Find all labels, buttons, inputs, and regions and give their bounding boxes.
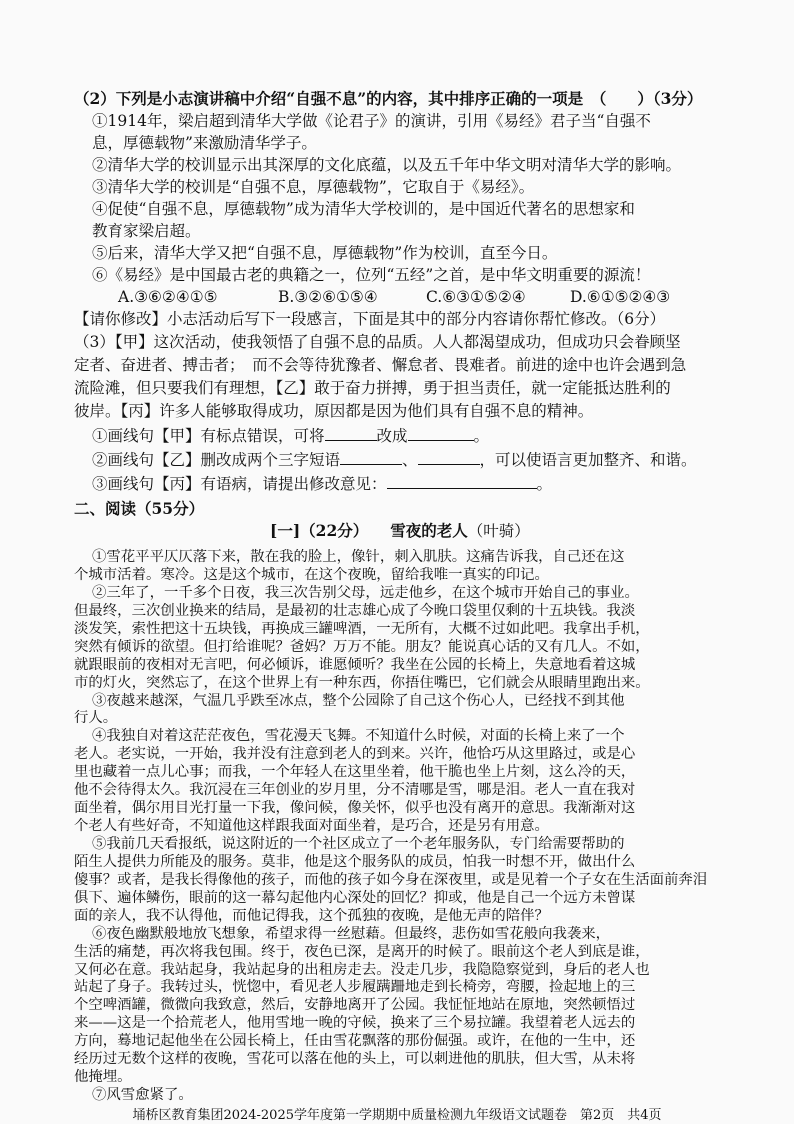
answer-blank-2b[interactable]	[418, 450, 480, 465]
story-line: ②三年了，一千多个日夜，我三次告别父母，远走他乡，在这个城市开始自己的事业。	[92, 584, 639, 601]
story-line: 陌生人提供力所能及的服务。莫非，他是这个服务队的成员，怕我一时想不开，做出什么	[74, 853, 636, 870]
story-line: 来——这是一个拾荒老人，他用雪地一晚的守候，换来了三个易拉罐。我望着老人远去的	[74, 1015, 636, 1032]
story-line: ⑤我前几天看报纸，说这附近的一个社区成立了一个老年服务队，专门给需要帮助的	[92, 835, 625, 852]
story-line: 站起了身子。我转过头，恍惚中，看见老人步履蹒跚地走到长椅旁，弯腰，捡起地上的三	[74, 979, 636, 996]
story-line: ③夜越来越深，气温几乎跌至冰点，整个公园除了自己这个伤心人，已经找不到其他	[92, 692, 625, 709]
story-line: 市的灯火，突然忘了，在这个世界上有一种东西，你捂住嘴巴，它们就会从眼睛里跑出来。	[74, 674, 650, 691]
q2-option-c: C.⑥③①⑤②④	[426, 288, 526, 306]
story-line: 个城市活着。寒冷。这是这个城市，在这个夜晚，留给我唯一真实的印记。	[74, 566, 549, 583]
answer-blank-1a[interactable]	[325, 426, 377, 441]
story-line: 个空啤酒罐，微微向我致意，然后，安静地离开了公园。我怔怔地站在原地，突然顿悟过	[74, 997, 636, 1014]
q2-stem: （2）下列是小志演讲稿中介绍“自强不息”的内容，其中排序正确的一项是 （ ）（3分）	[74, 89, 703, 108]
story-line: 经历过无数个这样的夜晚，雪花可以落在他的头上，可以刺进他的肌肤，但大雪，从未将	[74, 1051, 636, 1068]
modify-item-3	[92, 474, 552, 493]
story-line: 淡发笑，索性把这十五块钱，再换成三罐啤酒，一无所有，大概不过如此吧。我拿出手机，	[74, 620, 650, 637]
page-footer: 埇桥区教育集团2024-2025学年度第一学期期中质量检测九年级语文试题卷 第2页 共4页	[132, 1108, 662, 1123]
story-line: 个老人有些好奇，不知道他这样跟我面对面坐着，是巧合，还是另有用意。	[74, 818, 549, 834]
modify-item-3-end: 。	[536, 475, 553, 493]
q2-sentence-1-line-1: ①1914年，梁启超到清华大学做《论君子》的演讲，引用《易经》君子当“自强不	[92, 112, 651, 130]
section-heading-reading: 二、阅读（55分）	[74, 499, 205, 518]
modify-item-2	[92, 450, 697, 469]
q2-option-b: B.③②⑥①⑤④	[278, 288, 378, 306]
modify-intro: 【请你修改】小志活动后写下一段感言，下面是其中的部分内容请你帮忙修改。（6分）	[74, 310, 666, 328]
story-line: 面坐着，偶尔用目光打量一下我，像问候，像关怀，似乎也没有离开的意思。我渐渐对这	[74, 800, 636, 817]
modify-item-2-end: ，可以使语言更加整齐、和谐。	[479, 451, 697, 469]
story-line: 面的亲人，我不认得他，而他记得我，这个孤独的夜晚，是他无声的陪伴？	[74, 907, 549, 924]
answer-blank-2a[interactable]	[340, 450, 402, 465]
answer-blank-3[interactable]	[387, 474, 537, 489]
q2-sentence-1-line-2: 息，厚德载物”来激励清华学子。	[92, 134, 317, 152]
story-line: 方向，蓦地记起他坐在公园长椅上，任由雪花飘落的那份倔强。或许，在他的一生中，还	[74, 1033, 636, 1050]
passage-title: 雪夜的老人	[390, 521, 468, 540]
q2-sentence-4-line-2: 教育家梁启超。	[92, 222, 201, 240]
modify-paragraph-line-2: 定者、奋进者、搏击者； 而不会等待犹豫者、懈怠者、畏难者。前进的途中也许会遇到急	[74, 356, 687, 374]
story-line: ⑥夜色幽默般地放飞想象，希望求得一丝慰藉。但最终，悲伤如雪花般向我袭来，	[92, 925, 611, 942]
q2-sentence-5: ⑤后来，清华大学又把“自强不息，厚德载物”作为校训，直至今日。	[92, 244, 558, 262]
passage-sub-label: [一]（22分）	[270, 521, 369, 540]
story-line: ①雪花平平仄仄落下来，散在我的脸上，像针，刺入肌肤。这痛告诉我，自己还在这	[92, 549, 625, 565]
q2-sentence-2: ②清华大学的校训显示出其深厚的文化底蕴，以及五千年中华文明对清华大学的影响。	[92, 156, 682, 174]
q2-option-a: A.③⑥②④①⑤	[118, 288, 218, 306]
story-line: 里也藏着一点儿心事；而我，一个年轻人在这里坐着，他干脆也坐上片刻，这么冷的天，	[74, 764, 636, 781]
story-line: 傻事？或者，是我长得像他的孩子，而他的孩子如今身在深夜里，或是见着一个子女在生活面前奔泪	[74, 871, 708, 888]
passage-author: （叶骑）	[467, 522, 530, 540]
q2-option-d: D.⑥①⑤②④③	[570, 288, 671, 306]
story-line: 俱下、遍体鳞伤，眼前的这一幕勾起他内心深处的回忆？抑或，他是自己一个远方未曾谋	[74, 889, 636, 906]
story-line: 生活的痛楚，再次将我包围。终于，夜色已深，是离开的时候了。眼前这个老人到底是谁，	[74, 943, 650, 960]
q2-sentence-3: ③清华大学的校训是“自强不息，厚德载物”，它取自于《易经》。	[92, 178, 535, 196]
modify-item-3-text: ③画线句【丙】有语病，请提出修改意见：	[92, 475, 387, 493]
story-line: 突然有倾诉的欲望。但打给谁呢？爸妈？万万不能。朋友？能说真心话的又有几人。不如，	[74, 638, 650, 655]
story-line: 老人。老实说，一开始，我并没有注意到老人的到来。兴许，他恰巧从这里路过，或是心	[74, 746, 636, 763]
modify-paragraph-line-1: （3）【甲】这次活动，使我领悟了自强不息的品质。人人都渴望成功，但成功只会眷顾坚	[74, 333, 681, 351]
story-line: 就跟眼前的夜相对无言吧，何必倾诉，谁愿倾听？我坐在公园的长椅上，失意地看着这城	[74, 656, 636, 673]
story-line: 但最终，三次创业换来的结局，是最初的壮志雄心成了今晚口袋里仅剩的十五块钱。我淡	[74, 602, 636, 619]
q2-sentence-4-line-1: ④促使“自强不息，厚德载物”成为清华大学校训的，是中国近代著名的思想家和	[92, 200, 635, 218]
answer-blank-1b[interactable]	[408, 426, 474, 441]
story-line: 又何必在意。我站起身，我站起身的出租房走去。没走几步，我隐隐察觉到，身后的老人也	[74, 961, 650, 978]
modify-item-1	[92, 426, 489, 445]
modify-item-2-sep: 、	[402, 451, 418, 469]
story-line: 他掩埋。	[74, 1069, 132, 1086]
story-line: 行人。	[74, 710, 118, 727]
modify-item-1-end: 。	[473, 427, 490, 445]
modify-paragraph-line-4: 彼岸。【丙】许多人能够取得成功，原因都是因为他们具有自强不息的精神。	[74, 402, 594, 420]
story-line: ④我独自对着这茫茫夜色，雪花漫天飞舞。不知道什么时候，对面的长椅上来了一个	[92, 728, 625, 745]
modify-item-2-text: ②画线句【乙】删改成两个三字短语	[92, 451, 341, 469]
q2-sentence-6: ⑥《易经》是中国最古老的典籍之一，位列“五经”之首，是中华文明重要的源流！	[92, 266, 651, 284]
passage-title-line	[270, 522, 530, 540]
story-line: ⑦风雪愈紧了。	[92, 1087, 193, 1103]
modify-paragraph-line-3: 流险滩，但只要我们有理想，【乙】敢于奋力拼搏，勇于担当责任，就一定能抵达胜利的	[74, 379, 671, 397]
modify-item-1-change-label: 改成	[376, 427, 408, 445]
modify-item-1-text: ①画线句【甲】有标点错误，可将	[92, 427, 325, 445]
story-line: 他不会待得太久。我沉浸在三年创业的岁月里，分不清哪是雪，哪是泪。老人一直在我对	[74, 782, 636, 799]
